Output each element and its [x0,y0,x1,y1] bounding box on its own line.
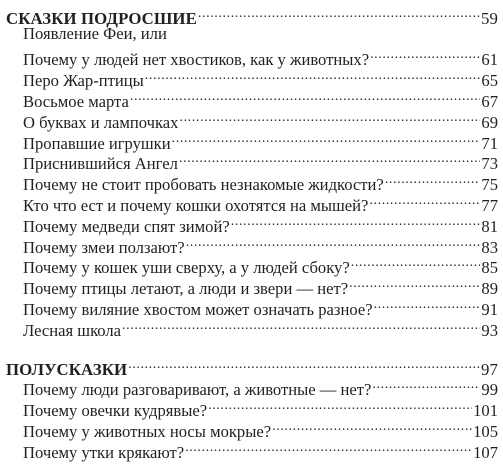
dot-leader [179,107,480,128]
page-number: 77 [481,195,498,215]
page-number: 91 [481,299,498,319]
entry-title: Почему утки крякают? [23,442,185,462]
dot-leader [372,375,480,396]
dot-leader [385,169,481,190]
dot-leader [186,232,481,253]
page-number: 83 [481,237,498,257]
page-number: 71 [481,133,498,153]
entry-title: Перо Жар-птицы [23,71,144,91]
toc-entry[interactable] [6,45,498,70]
entry-title: Почему не стоит пробовать незнакомые жидкости? [23,175,384,195]
page-number: 73 [481,154,498,174]
page-number: 97 [481,359,498,379]
entry-title: Пропавшие игрушки [23,133,171,153]
entry-title: Кто что ест и почему кошки охотятся на мышей? [23,195,369,215]
dot-leader [351,253,481,274]
page-number: 81 [481,216,498,236]
page-number: 61 [481,50,498,70]
entry-title: Почему медведи спят зимой? [23,216,230,236]
dot-leader [122,315,480,336]
dot-leader [374,294,481,315]
page-number: 101 [473,401,498,421]
dot-leader [145,65,481,86]
toc-section-heading[interactable] [6,354,498,379]
dot-leader [272,416,472,437]
page-number: 89 [481,279,498,299]
dot-leader [349,273,480,294]
dot-leader [231,211,481,232]
toc-section-heading[interactable] [6,3,498,28]
dot-leader [208,395,472,416]
entry-title: О буквах и лампочках [23,112,179,132]
entry-title: Восьмое марта [23,91,129,111]
page-number: 65 [481,71,498,91]
table-of-contents [6,0,498,462]
page-number: 99 [481,380,498,400]
dot-leader [130,86,481,107]
dot-leader [179,149,481,170]
entry-title: Приснившийся Ангел [23,154,178,174]
entry-title: Почему птицы летают, а люди и звери — нет? [23,279,349,299]
dot-leader [369,190,480,211]
dot-leader [185,437,472,458]
dot-leader [128,354,480,375]
dot-leader [198,3,480,24]
entry-title: Почему у кошек уши сверху, а у людей сбоку? [23,258,350,278]
section-title: ПОЛУСКАЗКИ [6,359,128,379]
page-number: 107 [473,442,498,462]
entry-title: Почему овечки кудрявые? [23,401,208,421]
entry-title: Почему люди разговаривают, а животные — нет? [23,380,372,400]
entry-title: Лесная школа [23,320,122,340]
section-title: СКАЗКИ ПОДРОСШИЕ [6,8,197,28]
page-number: 93 [481,320,498,340]
page-number: 75 [481,175,498,195]
entry-title: Почему змеи ползают? [23,237,185,257]
toc-entry[interactable] [6,24,498,45]
page-number: 69 [481,112,498,132]
dot-leader [172,128,481,149]
entry-title: Почему у животных носы мокрые? [23,421,272,441]
entry-title: Появление Феи, или [23,23,167,43]
entry-title: Почему у людей нет хвостиков, как у животных? [23,50,370,70]
dot-leader [370,45,480,66]
page-number: 85 [481,258,498,278]
page-number: 67 [481,91,498,111]
page-number: 59 [481,8,498,28]
entry-title: Почему виляние хвостом может означать разное? [23,299,373,319]
page-number: 105 [473,421,498,441]
